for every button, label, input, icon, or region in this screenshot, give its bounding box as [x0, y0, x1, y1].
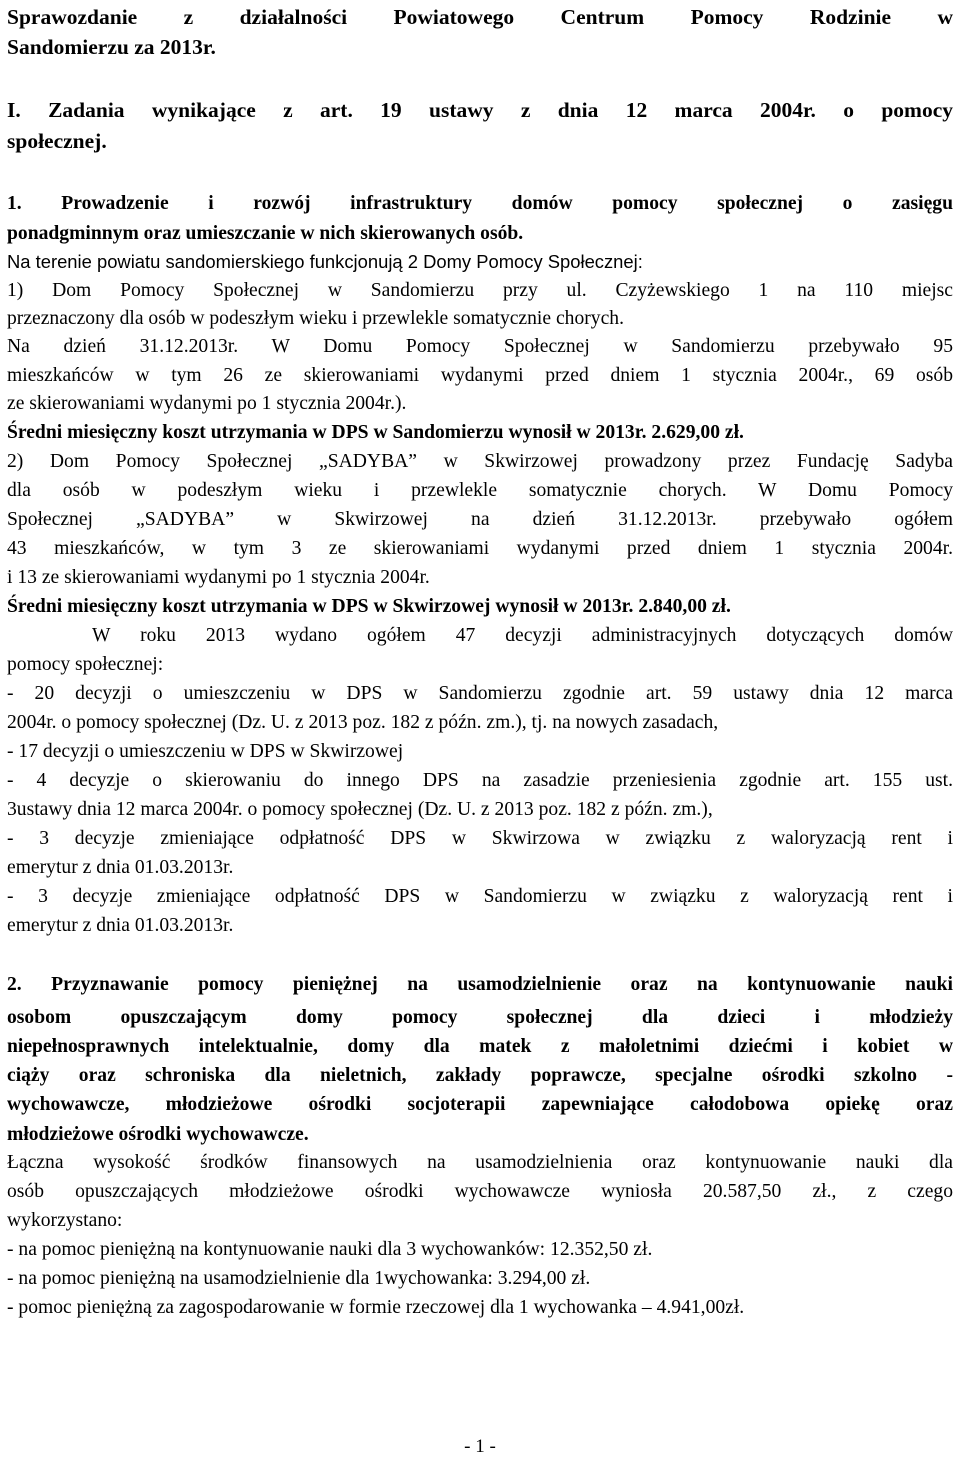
item2-heading-line: 2. Przyznawanie pomocy pieniężnej na usamodzielnienie oraz na kontynuowanie nauki [7, 974, 953, 995]
body-line: i 13 ze skierowaniami wydanymi po 1 stycznia 2004r. [7, 567, 430, 588]
body-line: ze skierowaniami wydanymi po 1 stycznia 2004r.). [7, 393, 407, 414]
document-title-line-1: Sprawozdanie z działalności Powiatowego Centrum Pomocy Rodzinie w [7, 5, 953, 29]
document-page [7, 0, 953, 1456]
body-line: emerytur z dnia 01.03.2013r. [7, 857, 234, 878]
body-line: przeznaczony dla osób w podeszłym wieku i przewlekle somatycznie chorych. [7, 308, 624, 329]
body-line: 3ustawy dnia 12 marca 2004r. o pomocy społecznej (Dz. U. z 2013 poz. 182 z późn. zm.), [7, 799, 713, 820]
body-line: - na pomoc pieniężną na kontynuowanie nauki dla 3 wychowanków: 12.352,50 zł. [7, 1239, 653, 1260]
document-title-line-2: Sandomierzu za 2013r. [7, 35, 216, 59]
body-line: - 17 decyzji o umieszczeniu w DPS w Skwirzowej [7, 741, 404, 762]
body-line: 2004r. o pomocy społecznej (Dz. U. z 2013 poz. 182 z późn. zm.), tj. na nowych zasadach, [7, 712, 719, 733]
body-line: Na terenie powiatu sandomierskiego funkcjonują 2 Domy Pomocy Społecznej: [7, 251, 643, 272]
body-line: mieszkańców w tym 26 ze skierowaniami wydanymi przed dniem 1 stycznia 2004r., 69 osób [7, 365, 953, 386]
body-line: 2) Dom Pomocy Społecznej „SADYBA” w Skwirzowej prowadzony przez Fundację Sadyba [7, 451, 953, 472]
body-line: Na dzień 31.12.2013r. W Domu Pomocy Społecznej w Sandomierzu przebywało 95 [7, 336, 953, 357]
item1-heading-line-1: 1. Prowadzenie i rozwój infrastruktury domów pomocy społecznej o zasięgu [7, 193, 953, 214]
item2-heading-line: osobom opuszczającym domy pomocy społecznej dla dzieci i młodzieży [7, 1007, 953, 1028]
body-line: 43 mieszkańców, w tym 3 ze skierowaniami wydanymi przed dniem 1 stycznia 2004r. [7, 538, 953, 559]
body-line: 1) Dom Pomocy Społecznej w Sandomierzu przy ul. Czyżewskiego 1 na 110 miejsc [7, 280, 953, 301]
body-line: pomocy społecznej: [7, 654, 164, 675]
cost-summary-skwirzowa: Średni miesięczny koszt utrzymania w DPS w Skwirzowej wynosił w 2013r. 2.840,00 zł. [7, 596, 731, 617]
body-line: Łączna wysokość środków finansowych na usamodzielnienia oraz kontynuowanie nauki dla [7, 1152, 953, 1173]
item1-heading-line-2: ponadgminnym oraz umieszczanie w nich skierowanych osób. [7, 223, 524, 244]
page-number: - 1 - [464, 1436, 496, 1457]
body-line: - na pomoc pieniężną na usamodzielnienie dla 1wychowanka: 3.294,00 zł. [7, 1268, 591, 1289]
body-line: dla osób w podeszłym wieku i przewlekle somatycznie chorych. W Domu Pomocy [7, 480, 953, 501]
body-line: - 3 decyzje zmieniające odpłatność DPS w Sandomierzu w związku z waloryzacją rent i [7, 886, 953, 907]
body-line: emerytur z dnia 01.03.2013r. [7, 915, 234, 936]
body-line: osób opuszczających młodzieżowe ośrodki wychowawcze wyniosła 20.587,50 zł., z czego [7, 1181, 953, 1202]
cost-summary-sandomierz: Średni miesięczny koszt utrzymania w DPS w Sandomierzu wynosił w 2013r. 2.629,00 zł. [7, 422, 744, 443]
body-line: wykorzystano: [7, 1210, 123, 1231]
body-line: - 4 decyzje o skierowaniu do innego DPS na zasadzie przeniesienia zgodnie art. 155 ust. [7, 770, 953, 791]
body-line: - 3 decyzje zmieniające odpłatność DPS w Skwirzowa w związku z waloryzacją rent i [7, 828, 953, 849]
body-line: - pomoc pieniężną za zagospodarowanie w formie rzeczowej dla 1 wychowanka – 4.941,00zł. [7, 1297, 745, 1318]
body-line: Społecznej „SADYBA” w Skwirzowej na dzień 31.12.2013r. przebywało ogółem [7, 509, 953, 530]
section-heading-line-2: społecznej. [7, 129, 107, 153]
item2-heading-line: młodzieżowe ośrodki wychowawcze. [7, 1124, 309, 1145]
item2-heading-line: wychowawcze, młodzieżowe ośrodki socjoterapii zapewniające całodobowa opiekę oraz [7, 1094, 953, 1115]
section-heading-line-1: I. Zadania wynikające z art. 19 ustawy z dnia 12 marca 2004r. o pomocy [7, 98, 953, 122]
body-line: W roku 2013 wydano ogółem 47 decyzji administracyjnych dotyczących domów [92, 625, 953, 646]
item2-heading-line: ciąży oraz schroniska dla nieletnich, zakłady poprawcze, specjalne ośrodki szkolno - [7, 1065, 953, 1086]
body-line: - 20 decyzji o umieszczeniu w DPS w Sandomierzu zgodnie art. 59 ustawy dnia 12 marca [7, 683, 953, 704]
item2-heading-line: niepełnosprawnych intelektualnie, domy dla matek z małoletnimi dziećmi i kobiet w [7, 1036, 953, 1057]
